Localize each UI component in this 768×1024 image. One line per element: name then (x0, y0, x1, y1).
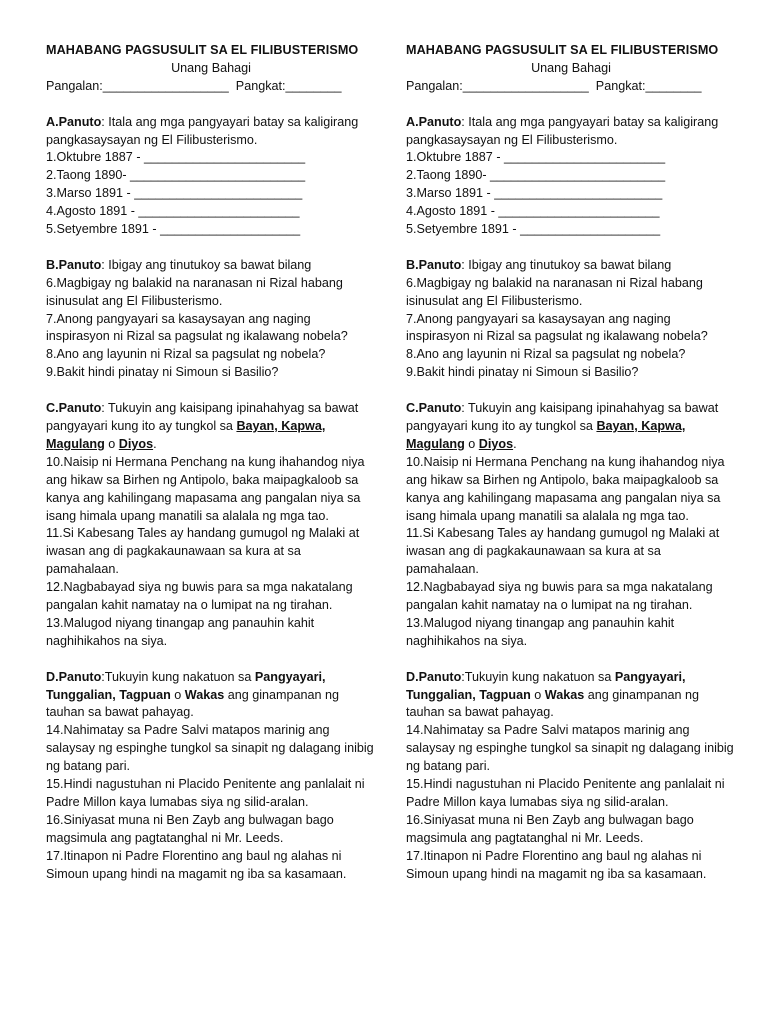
question-item: 16.Siniyasat muna ni Ben Zayb ang bulwagan bago magsimula ang pagtatanghal ni Mr. Leeds. (406, 812, 694, 845)
group-field-label: Pangkat:________ (235, 78, 342, 93)
question-item: 5.Setyembre 1891 - ____________________ (406, 222, 661, 237)
section-b-label: B.Panuto (46, 257, 102, 272)
section-b (46, 257, 376, 382)
section-b-label: B.Panuto (406, 257, 462, 272)
section-d (46, 669, 376, 884)
section-d-options: Pangyayari, Tunggalian, Tagpuan (46, 669, 326, 702)
section-c-option-group: Bayan, Kapwa, Magulang (46, 418, 326, 451)
section-a (406, 114, 736, 239)
section-d-instruction-b: ang ginampanan ng tauhan sa bawat pahayag. (406, 687, 700, 720)
question-item: 10.Naisip ni Hermana Penchang na kung ihahandog niya ang hikaw sa Birhen ng Antipolo, baka maipagkaloob sa kanya ang kahilingang mapasama ang pangalan niya sa isang himala upang manatili sa alalala ng mga tao. (46, 454, 365, 523)
section-a-instruction: : Itala ang mga pangyayari batay sa kaligirang pangkasaysayan ng El Filibusterismo. (406, 114, 719, 147)
name-group-line (406, 78, 736, 96)
question-item: 13.Malugod niyang tinangap ang panauhin kahit naghihikahos na siya. (406, 615, 675, 648)
section-d-or: o (170, 687, 185, 702)
question-item: 4.Agosto 1891 - _______________________ (46, 204, 300, 219)
question-item: 8.Ano ang layunin ni Rizal sa pagsulat ng nobela? (46, 347, 326, 362)
question-item: 17.Itinapon ni Padre Florentino ang baul ng alahas ni Simoun upang hindi na magamit ng iba sa kasamaan. (46, 848, 347, 881)
section-c-or: o (104, 436, 119, 451)
question-item: 2.Taong 1890- _________________________ (406, 168, 666, 183)
section-d-or: o (530, 687, 545, 702)
question-item: 6.Magbigay ng balakid na naranasan ni Rizal habang isinusulat ang El Filibusterismo. (406, 275, 703, 308)
question-item: 7.Anong pangyayari sa kasaysayan ang naging inspirasyon ni Rizal sa pagsulat ng ikalawang nobela? (406, 311, 708, 344)
question-item: 12.Nagbabayad siya ng buwis para sa mga nakatalang pangalan kahit namatay na o lumipat na ng tirahan. (406, 580, 713, 613)
quiz-copy-left (46, 42, 376, 884)
question-item: 5.Setyembre 1891 - ____________________ (46, 222, 301, 237)
section-a-label: A.Panuto (406, 114, 462, 129)
section-a-label: A.Panuto (46, 114, 102, 129)
section-c-end: . (153, 436, 157, 451)
section-b-instruction: : Ibigay ang tinutukoy sa bawat bilang (461, 257, 672, 272)
question-item: 7.Anong pangyayari sa kasaysayan ang naging inspirasyon ni Rizal sa pagsulat ng ikalawang nobela? (46, 311, 348, 344)
question-item: 3.Marso 1891 - ________________________ (406, 186, 663, 201)
quiz-subtitle: Unang Bahagi (171, 60, 251, 75)
question-item: 1.Oktubre 1887 - _______________________ (46, 150, 306, 165)
question-item: 15.Hindi nagustuhan ni Placido Penitente ang panlalait ni Padre Millon kaya lumabas siya ng silid-aralan. (406, 777, 725, 809)
question-item: 16.Siniyasat muna ni Ben Zayb ang bulwagan bago magsimula ang pagtatanghal ni Mr. Leeds. (46, 812, 334, 845)
question-item: 13.Malugod niyang tinangap ang panauhin kahit naghihikahos na siya. (46, 615, 315, 648)
section-c-label: C.Panuto (406, 401, 462, 416)
section-d-label: D.Panuto (46, 669, 102, 684)
question-item: 1.Oktubre 1887 - _______________________ (406, 150, 666, 165)
section-c-end: . (513, 436, 517, 451)
section-b (406, 257, 736, 382)
section-d (406, 669, 736, 884)
question-item: 12.Nagbabayad siya ng buwis para sa mga nakatalang pangalan kahit namatay na o lumipat na ng tirahan. (46, 580, 353, 613)
question-item: 2.Taong 1890- _________________________ (46, 168, 306, 183)
name-group-line (46, 78, 376, 96)
section-d-instruction-a: :Tukuyin kung nakatuon sa (461, 669, 615, 684)
section-c-label: C.Panuto (46, 401, 102, 416)
question-item: 11.Si Kabesang Tales ay handang gumugol ng Malaki at iwasan ang di pagkakaunawaan sa kura at sa pamahalaan. (46, 526, 360, 577)
question-item: 10.Naisip ni Hermana Penchang na kung ihahandog niya ang hikaw sa Birhen ng Antipolo, baka maipagkaloob sa kanya ang kahilingang mapasama ang pangalan niya sa isang himala upang manatili sa alalala ng mga tao. (406, 454, 725, 523)
section-d-option-wakas: Wakas (544, 687, 585, 702)
group-field-label: Pangkat:________ (595, 78, 702, 93)
question-item: 8.Ano ang layunin ni Rizal sa pagsulat ng nobela? (406, 347, 686, 362)
section-d-label: D.Panuto (406, 669, 462, 684)
question-item: 6.Magbigay ng balakid na naranasan ni Rizal habang isinusulat ang El Filibusterismo. (46, 275, 343, 308)
section-d-instruction-a: :Tukuyin kung nakatuon sa (101, 669, 255, 684)
section-b-instruction: : Ibigay ang tinutukoy sa bawat bilang (101, 257, 312, 272)
section-c-option-group: Bayan, Kapwa, Magulang (406, 418, 686, 451)
name-field-label: Pangalan:__________________ (406, 78, 589, 93)
question-item: 9.Bakit hindi pinatay ni Simoun si Basilio? (406, 365, 639, 380)
section-d-option-wakas: Wakas (184, 687, 225, 702)
section-d-instruction-b: ang ginampanan ng tauhan sa bawat pahayag. (46, 687, 340, 720)
question-item: 17.Itinapon ni Padre Florentino ang baul ng alahas ni Simoun upang hindi na magamit ng iba sa kasamaan. (406, 848, 707, 881)
quiz-copy-right (406, 42, 736, 884)
quiz-title: MAHABANG PAGSUSULIT SA EL FILIBUSTERISMO (46, 43, 359, 57)
section-c-option-diyos: Diyos (478, 436, 514, 451)
quiz-title: MAHABANG PAGSUSULIT SA EL FILIBUSTERISMO (406, 43, 719, 57)
quiz-subtitle: Unang Bahagi (531, 60, 611, 75)
question-item: 11.Si Kabesang Tales ay handang gumugol ng Malaki at iwasan ang di pagkakaunawaan sa kura at sa pamahalaan. (406, 526, 720, 577)
question-item: 9.Bakit hindi pinatay ni Simoun si Basilio? (46, 365, 279, 380)
section-d-options: Pangyayari, Tunggalian, Tagpuan (406, 669, 686, 702)
section-c (406, 400, 736, 651)
section-a-instruction: : Itala ang mga pangyayari batay sa kaligirang pangkasaysayan ng El Filibusterismo. (46, 114, 359, 147)
question-item: 14.Nahimatay sa Padre Salvi matapos marinig ang salaysay ng espinghe tungkol sa sinapit ng dalagang inibig ng batang pari. (406, 723, 734, 774)
section-a (46, 114, 376, 239)
question-item: 14.Nahimatay sa Padre Salvi matapos marinig ang salaysay ng espinghe tungkol sa sinapit ng dalagang inibig ng batang pari. (46, 723, 374, 774)
name-field-label: Pangalan:__________________ (46, 78, 229, 93)
question-item: 4.Agosto 1891 - _______________________ (406, 204, 660, 219)
question-item: 3.Marso 1891 - ________________________ (46, 186, 303, 201)
section-c (46, 400, 376, 651)
question-item: 15.Hindi nagustuhan ni Placido Penitente ang panlalait ni Padre Millon kaya lumabas siya ng silid-aralan. (46, 777, 365, 809)
section-c-option-diyos: Diyos (118, 436, 154, 451)
section-c-instruction: : Tukuyin ang kaisipang ipinahahyag sa bawat pangyayari kung ito ay tungkol sa (46, 401, 359, 433)
section-c-instruction: : Tukuyin ang kaisipang ipinahahyag sa bawat pangyayari kung ito ay tungkol sa (406, 401, 719, 433)
section-c-or: o (464, 436, 479, 451)
